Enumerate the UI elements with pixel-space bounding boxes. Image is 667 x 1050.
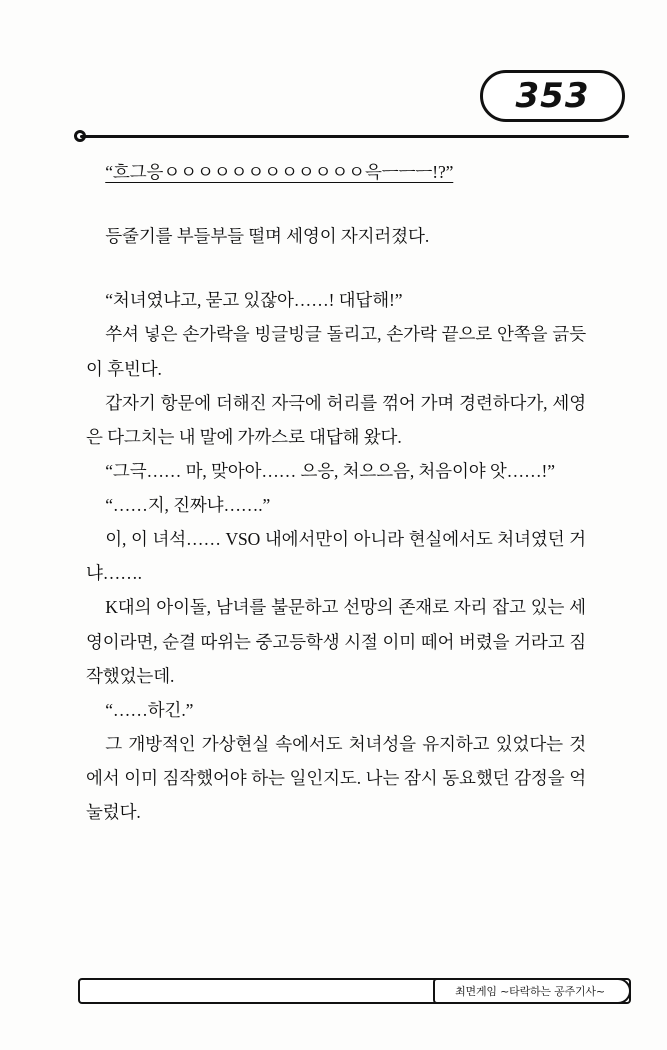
paragraph: K대의 아이돌, 남녀를 불문하고 선망의 존재로 자리 잡고 있는 세영이라면, 순결 따위는 중고등학생 시절 이미 떼어 버렸을 거라고 짐작했었는데. bbox=[86, 597, 586, 686]
page-number-badge bbox=[480, 70, 625, 122]
paragraph: “그극…… 마, 맞아아…… 으응, 처으으음, 처음이야 앗……!” bbox=[105, 460, 555, 481]
paragraph: “……하긴.” bbox=[105, 699, 194, 720]
paragraph: 쑤셔 넣은 손가락을 빙글빙글 돌리고, 손가락 끝으로 안쪽을 긁듯이 후빈다. bbox=[86, 324, 586, 379]
header-line bbox=[80, 135, 629, 138]
paragraph: 그 개방적인 가상현실 속에서도 처녀성을 유지하고 있었다는 것에서 이미 짐작했어야 하는 일인지도. 나는 잠시 동요했던 감정을 억눌렀다. bbox=[86, 733, 586, 823]
paragraph: “……지, 진짜냐…….” bbox=[105, 495, 271, 515]
page-number: 353 bbox=[515, 76, 590, 116]
paragraph: 이, 이 녀석…… VSO 내에서만이 아니라 현실에서도 처녀였던 거냐……. bbox=[86, 529, 586, 584]
paragraph: 갑자기 항문에 더해진 자극에 허리를 꺾어 가며 경련하다가, 세영은 다그치는 내 말에 가까스로 대답해 왔다. bbox=[86, 392, 586, 447]
header-rule bbox=[74, 130, 629, 142]
page-footer bbox=[78, 978, 631, 1004]
footer-title-tab bbox=[433, 978, 631, 1004]
paragraph: “처녀였냐고, 묻고 있잖아……! 대답해!” bbox=[105, 290, 403, 311]
page-body bbox=[86, 155, 586, 829]
paragraph: “흐그응ㅇㅇㅇㅇㅇㅇㅇㅇㅇㅇㅇㅇ윽ㅡㅡㅡ!?” bbox=[105, 162, 454, 182]
footer-title: 최면게임 ~타락하는 공주기사~ bbox=[455, 985, 605, 998]
paragraph: 등줄기를 부들부들 떨며 세영이 자지러졌다. bbox=[105, 226, 430, 247]
